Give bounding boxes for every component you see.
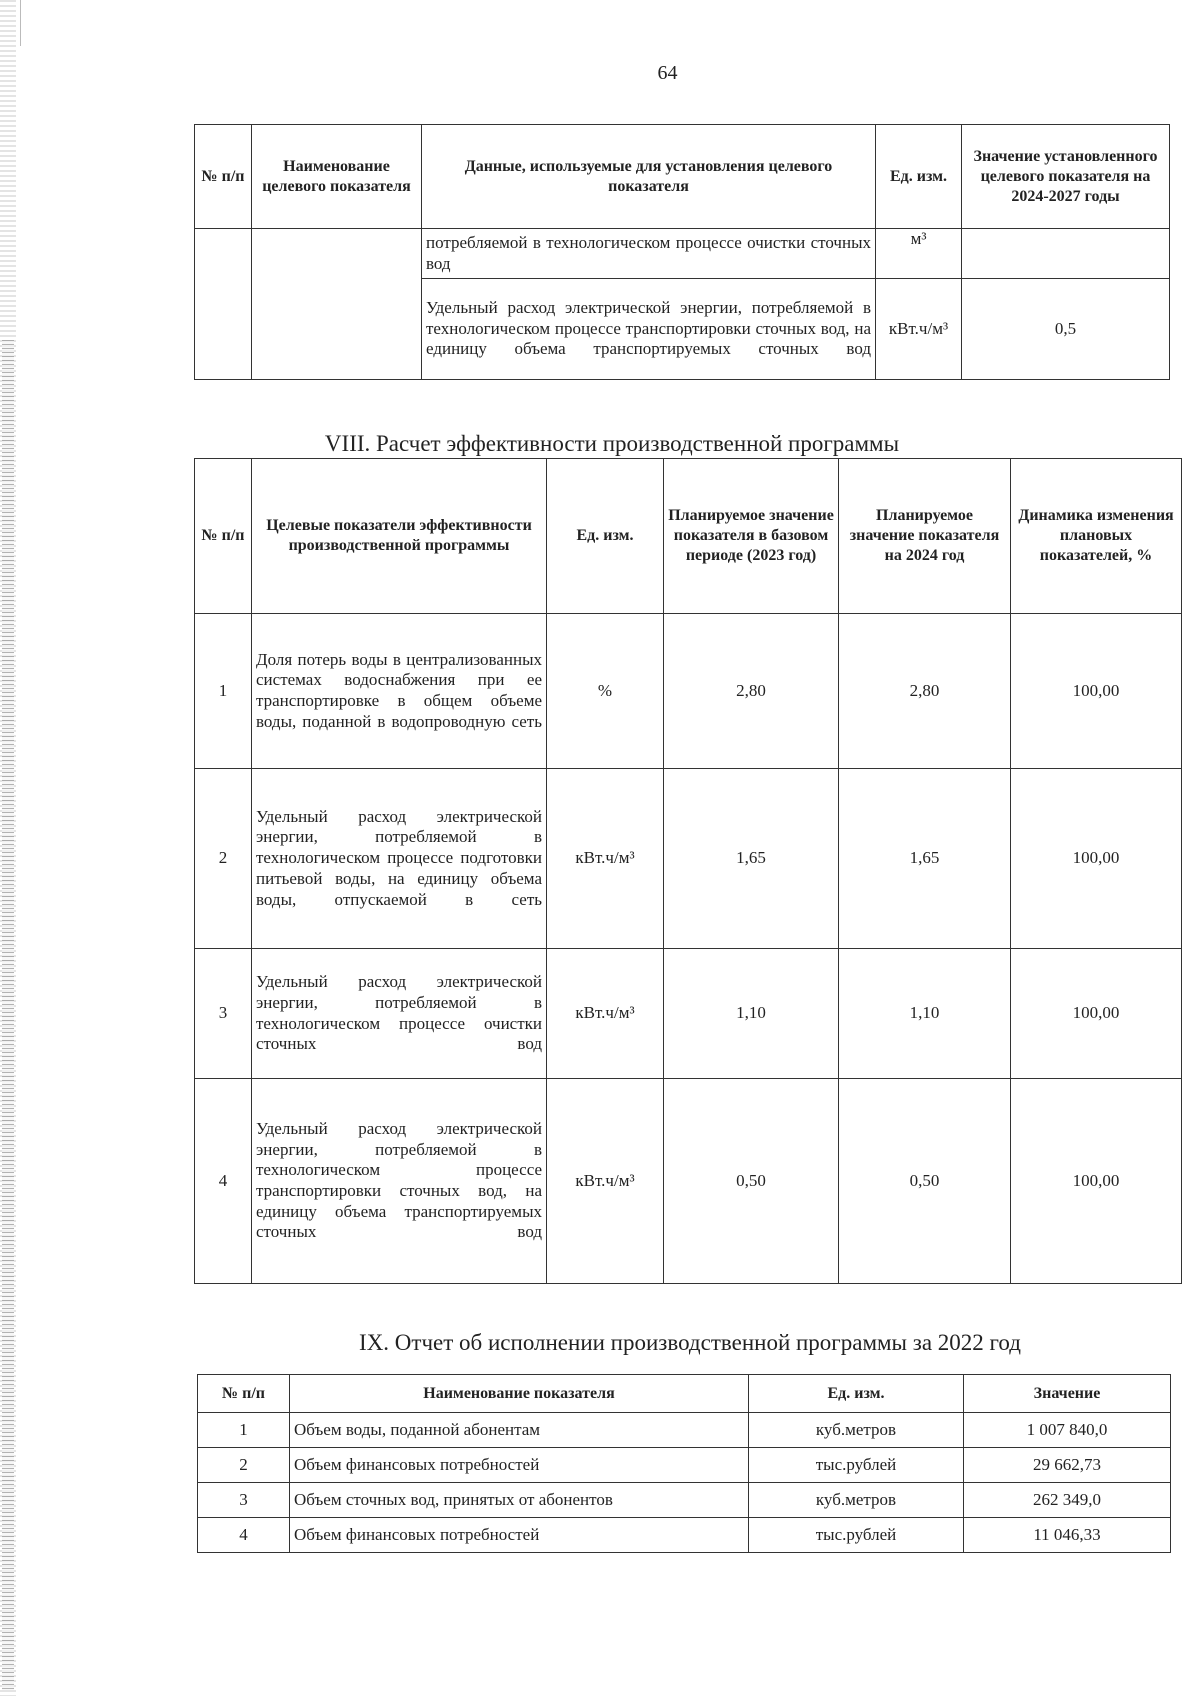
cell-unit: тыс.рублей (749, 1448, 964, 1483)
header-plan: Планируемое значение показателя на 2024 год (839, 459, 1011, 614)
cell-unit: кВт.ч/м³ (547, 769, 664, 949)
cell-unit: кВт.ч/м³ (547, 1079, 664, 1284)
cell-dynamics: 100,00 (1011, 769, 1182, 949)
cell-base: 1,65 (664, 769, 839, 949)
cell-value: 0,5 (962, 279, 1170, 380)
cell-base: 2,80 (664, 614, 839, 769)
header-value: Значение (964, 1375, 1171, 1413)
page-number: 64 (657, 62, 678, 84)
cell-plan: 2,80 (839, 614, 1011, 769)
cell-num: 2 (195, 769, 252, 949)
header-unit: Ед. изм. (876, 125, 962, 229)
cell-unit: кВт.ч/м³ (876, 279, 962, 380)
cell-indicator: Доля потерь воды в централизованных системах водоснабжения при ее транспортировке в общем объеме воды, поданной в водопроводную сеть (252, 614, 547, 769)
table-row (198, 1518, 1171, 1553)
cell-plan: 1,65 (839, 769, 1011, 949)
cell-base: 0,50 (664, 1079, 839, 1284)
cell-value: 29 662,73 (964, 1448, 1171, 1483)
cell-plan: 1,10 (839, 949, 1011, 1079)
execution-report-table (197, 1374, 1171, 1553)
table-row (195, 614, 1182, 769)
table-row (198, 1448, 1171, 1483)
section-9-title: IX. Отчет об исполнении производственной программы за 2022 год (359, 1330, 1021, 1355)
header-num: № п/п (198, 1375, 290, 1413)
header-name: Наименование показателя (290, 1375, 749, 1413)
cell-num (195, 229, 252, 380)
table-row (195, 769, 1182, 949)
cell-num: 4 (198, 1518, 290, 1553)
cell-base: 1,10 (664, 949, 839, 1079)
table-row (195, 1079, 1182, 1284)
cell-name: Объем финансовых потребностей (290, 1448, 749, 1483)
cell-name: Объем финансовых потребностей (290, 1518, 749, 1553)
header-name: Наименование целевого показателя (252, 125, 422, 229)
table-row (195, 229, 1170, 279)
cell-unit: м³ (876, 229, 962, 279)
cell-indicator: Удельный расход электрической энергии, потребляемой в технологическом процессе подготовки питьевой воды, на единицу объема воды, отпускаемой в сеть (252, 769, 547, 949)
cell-value: 262 349,0 (964, 1483, 1171, 1518)
header-data: Данные, используемые для установления целевого показателя (422, 125, 876, 229)
table-header-row (195, 125, 1170, 229)
binding-line (20, 0, 21, 46)
cell-unit: кВт.ч/м³ (547, 949, 664, 1079)
cell-unit: куб.метров (749, 1483, 964, 1518)
target-indicators-table (194, 124, 1170, 380)
cell-name: Объем сточных вод, принятых от абонентов (290, 1483, 749, 1518)
cell-name (252, 229, 422, 380)
cell-num: 1 (198, 1413, 290, 1448)
cell-value: 11 046,33 (964, 1518, 1171, 1553)
table-row (198, 1483, 1171, 1518)
cell-num: 1 (195, 614, 252, 769)
cell-num: 2 (198, 1448, 290, 1483)
header-unit: Ед. изм. (547, 459, 664, 614)
header-num: № п/п (195, 125, 252, 229)
header-value: Значение установленного целевого показателя на 2024-2027 годы (962, 125, 1170, 229)
header-num: № п/п (195, 459, 252, 614)
cell-unit: тыс.рублей (749, 1518, 964, 1553)
efficiency-table (194, 458, 1182, 1284)
header-unit: Ед. изм. (749, 1375, 964, 1413)
cell-num: 3 (195, 949, 252, 1079)
cell-num: 3 (198, 1483, 290, 1518)
table-row (198, 1413, 1171, 1448)
header-base: Планируемое значение показателя в базовом периоде (2023 год) (664, 459, 839, 614)
table-header-row (198, 1375, 1171, 1413)
cell-num: 4 (195, 1079, 252, 1284)
binding-strip (0, 0, 16, 1696)
cell-data: потребляемой в технологическом процессе очистки сточных вод (422, 229, 876, 279)
cell-unit: куб.метров (749, 1413, 964, 1448)
header-indicator: Целевые показатели эффективности производственной программы (252, 459, 547, 614)
cell-indicator: Удельный расход электрической энергии, потребляемой в технологическом процессе очистки сточных вод (252, 949, 547, 1079)
cell-name: Объем воды, поданной абонентам (290, 1413, 749, 1448)
section-8-title: VIII. Расчет эффективности производственной программы (324, 431, 900, 456)
cell-dynamics: 100,00 (1011, 1079, 1182, 1284)
cell-dynamics: 100,00 (1011, 614, 1182, 769)
cell-data: Удельный расход электрической энергии, потребляемой в технологическом процессе транспортировки сточных вод, на единицу объема транспортируемых сточных вод (422, 279, 876, 380)
cell-dynamics: 100,00 (1011, 949, 1182, 1079)
cell-plan: 0,50 (839, 1079, 1011, 1284)
header-dynamics: Динамика изменения плановых показателей, % (1011, 459, 1182, 614)
cell-value (962, 229, 1170, 279)
table-header-row (195, 459, 1182, 614)
cell-indicator: Удельный расход электрической энергии, потребляемой в технологическом процессе транспортировки сточных вод, на единицу объема транспортируемых сточных вод (252, 1079, 547, 1284)
cell-unit: % (547, 614, 664, 769)
table-row (195, 949, 1182, 1079)
cell-value: 1 007 840,0 (964, 1413, 1171, 1448)
